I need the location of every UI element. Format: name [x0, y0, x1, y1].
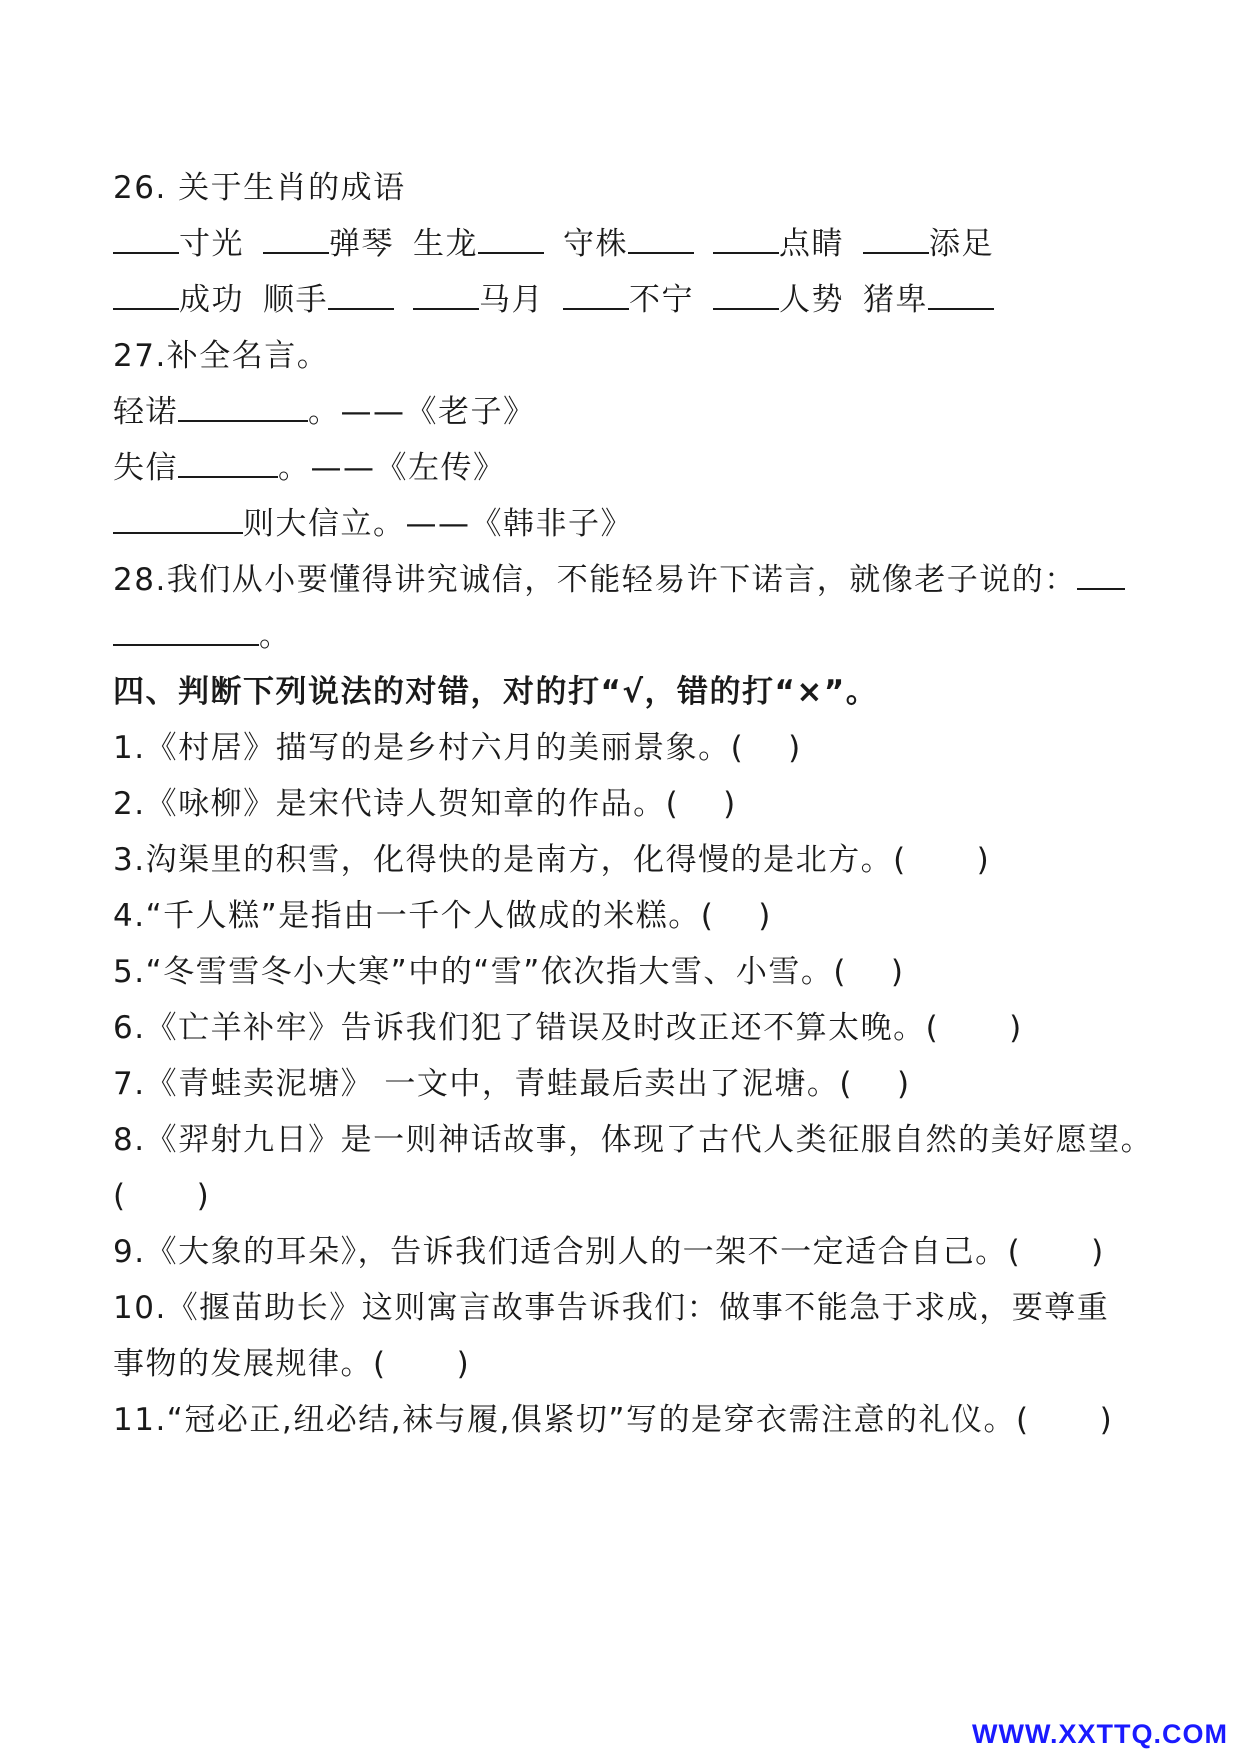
idiom-2-5: 人势	[713, 278, 844, 322]
q27-line-1: 轻诺 。——《老子》	[113, 390, 536, 434]
blank[interactable]	[478, 222, 544, 254]
section-4-heading: 四、判断下列说法的对错，对的打“√，错的打“×”。	[113, 674, 879, 710]
judge-item-2: 2.《咏柳》是宋代诗人贺知章的作品。( )	[113, 786, 737, 822]
q27-line-2: 失信 。——《左传》	[113, 446, 506, 490]
idiom-2-3: 马月	[413, 278, 544, 322]
blank[interactable]	[113, 278, 179, 310]
q26-row-1	[113, 222, 1113, 266]
idiom-1-2: 弹琴	[263, 222, 394, 266]
q27-title: 27.补全名言。	[113, 338, 330, 374]
blank[interactable]	[178, 390, 308, 422]
judge-item-1: 1.《村居》描写的是乡村六月的美丽景象。( )	[113, 730, 802, 766]
blank[interactable]	[113, 502, 243, 534]
site-watermark: WWW.XXTTQ.COM	[972, 1719, 1228, 1749]
q28-text: 28.我们从小要懂得讲究诚信，不能轻易许下诺言，就像老子说的：	[113, 558, 1125, 602]
judge-item-8: 8.《羿射九日》是一则神话故事，体现了古代人类征服自然的美好愿望。	[113, 1122, 1154, 1158]
idiom-1-3: 生龙	[413, 222, 544, 266]
judge-item-3: 3.沟渠里的积雪，化得快的是南方，化得慢的是北方。( )	[113, 842, 991, 878]
idiom-2-2: 顺手	[263, 278, 394, 322]
blank[interactable]	[1077, 558, 1125, 590]
q27-line-3: 则大信立。——《韩非子》	[113, 502, 633, 546]
judge-item-8-line-2: ( )	[113, 1178, 211, 1214]
blank[interactable]	[413, 278, 479, 310]
idiom-2-1: 成功	[113, 278, 244, 322]
q28-continuation: 。	[113, 614, 292, 658]
blank[interactable]	[628, 222, 694, 254]
judge-item-6: 6.《亡羊补牢》告诉我们犯了错误及时改正还不算太晚。( )	[113, 1010, 1023, 1046]
judge-item-10: 10.《揠苗助长》这则寓言故事告诉我们：做事不能急于求成，要尊重	[113, 1290, 1110, 1326]
blank[interactable]	[713, 278, 779, 310]
q26-title: 26. 关于生肖的成语	[113, 170, 406, 206]
blank[interactable]	[328, 278, 394, 310]
idiom-1-6: 添足	[863, 222, 994, 266]
blank[interactable]	[113, 222, 179, 254]
blank[interactable]	[113, 614, 259, 646]
blank[interactable]	[713, 222, 779, 254]
blank[interactable]	[928, 278, 994, 310]
judge-item-10-line-2: 事物的发展规律。( )	[113, 1346, 471, 1382]
q26-row-2	[113, 278, 1113, 322]
idiom-1-4: 守株	[563, 222, 694, 266]
idiom-2-6: 猪卑	[863, 278, 994, 322]
judge-item-11: 11.“冠必正,纽必结,袜与履,俱紧切”写的是穿衣需注意的礼仪。( )	[113, 1402, 1114, 1438]
idiom-2-4: 不宁	[563, 278, 694, 322]
blank[interactable]	[863, 222, 929, 254]
blank[interactable]	[263, 222, 329, 254]
idiom-1-5: 点睛	[713, 222, 844, 266]
judge-item-5: 5.“冬雪雪冬小大寒”中的“雪”依次指大雪、小雪。( )	[113, 954, 905, 990]
judge-item-4: 4.“千人糕”是指由一千个人做成的米糕。( )	[113, 898, 772, 934]
idiom-1-1: 寸光	[113, 222, 244, 266]
blank[interactable]	[563, 278, 629, 310]
blank[interactable]	[178, 446, 278, 478]
judge-item-7: 7.《青蛙卖泥塘》 一文中，青蛙最后卖出了泥塘。( )	[113, 1066, 911, 1102]
judge-item-9: 9.《大象的耳朵》，告诉我们适合别人的一架不一定适合自己。( )	[113, 1234, 1105, 1270]
